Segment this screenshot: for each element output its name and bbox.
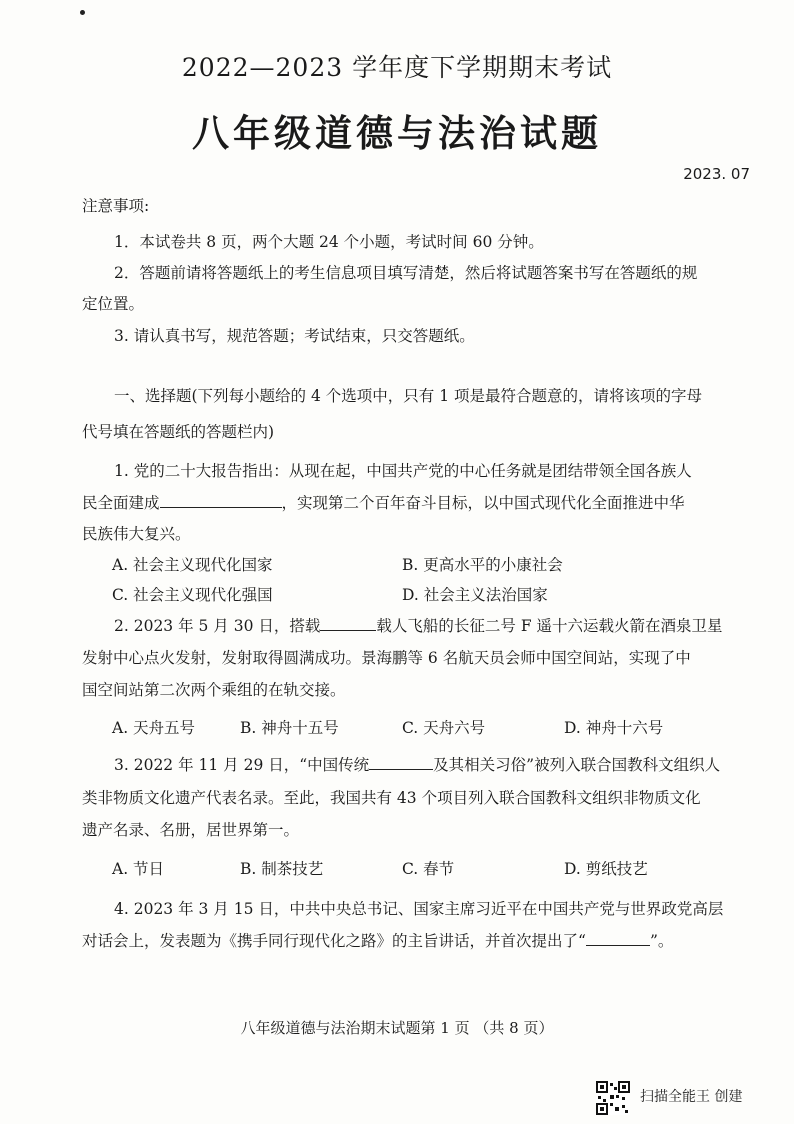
q3-option-c: C. 春节 <box>402 860 455 878</box>
notice-heading: 注意事项: <box>82 197 150 215</box>
notice-item-1: 1．本试卷共 8 页，两个大题 24 个小题，考试时间 60 分钟。 <box>114 233 544 251</box>
q2-text-a: 2. 2023 年 5 月 30 日，搭载 <box>114 617 321 635</box>
q2-option-c: C. 天舟六号 <box>402 719 486 737</box>
q1-option-c: C. 社会主义现代化强国 <box>112 586 273 604</box>
q2-option-a: A. 天舟五号 <box>112 719 196 737</box>
q3-blank <box>369 755 433 770</box>
q1-line3: 民族伟大复兴。 <box>82 525 191 543</box>
q2-line2: 发射中心点火发射，发射取得圆满成功。景海鹏等 6 名航天员会师中国空间站，实现了中 <box>82 649 691 667</box>
q2-text-b: 载人飞船的长征二号 F 遥十六运载火箭在酒泉卫星 <box>376 617 723 635</box>
section1-heading: 一、选择题(下列每小题给的 4 个选项中，只有 1 项是最符合题意的，请将该项的字母 <box>114 387 702 405</box>
q1-blank <box>160 493 282 508</box>
q3-line3: 遗产名录、名册，居世界第一。 <box>82 821 300 839</box>
q3-text-a: 3. 2022 年 11 月 29 日，“中国传统 <box>114 756 370 774</box>
q1-option-b: B. 更高水平的小康社会 <box>402 556 563 574</box>
q4-line1: 4. 2023 年 3 月 15 日，中共中央总书记、国家主席习近平在中国共产党与世界政党高层 <box>114 900 724 918</box>
q3-option-b: B. 制茶技艺 <box>240 860 324 878</box>
page-footer: 八年级道德与法治期末试题第 1 页 （共 8 页） <box>240 1019 554 1037</box>
q1-line1: 1. 党的二十大报告指出：从现在起，中国共产党的中心任务就是团结带领全国各族人 <box>114 462 692 480</box>
exam-title: 2022—2023 学年度下学期期末考试 <box>181 53 613 82</box>
q2-line3: 国空间站第二次两个乘组的在轨交接。 <box>82 681 346 699</box>
qr-code-icon <box>596 1081 630 1115</box>
q2-option-b: B. 神舟十五号 <box>240 719 339 737</box>
q1-text-b: ，实现第二个百年奋斗目标，以中国式现代化全面推进中华 <box>281 494 685 512</box>
q1-line2 <box>82 491 685 513</box>
q3-option-a: A. 节日 <box>112 860 165 878</box>
q4-text-a: 对话会上，发表题为《携手同行现代化之路》的主旨讲话，并首次提出了“ <box>82 932 586 950</box>
scanner-watermark: 扫描全能王 创建 <box>640 1089 743 1105</box>
notice-item-2: 2．答题前请将答题纸上的考生信息项目填写清楚，然后将试题答案书写在答题纸的规 <box>114 264 698 282</box>
q1-option-d: D. 社会主义法治国家 <box>402 586 548 604</box>
q1-option-a: A. 社会主义现代化国家 <box>112 556 273 574</box>
q4-text-b: ”。 <box>649 932 674 950</box>
notice-item-3: 3. 请认真书写，规范答题；考试结束，只交答题纸。 <box>114 327 475 345</box>
q4-blank <box>586 931 650 946</box>
notice-item-2-cont: 定位置。 <box>82 295 145 313</box>
q3-line2: 类非物质文化遗产代表名录。至此，我国共有 43 个项目列入联合国教科文组织非物质文化 <box>82 789 701 807</box>
exam-date: 2023. 07 <box>683 165 750 183</box>
q2-line1 <box>82 614 723 636</box>
q2-option-d: D. 神舟十六号 <box>564 719 664 737</box>
q3-line1 <box>82 753 720 775</box>
q1-text-a: 民全面建成 <box>82 494 160 512</box>
q2-blank <box>320 616 376 631</box>
q3-option-d: D. 剪纸技艺 <box>564 860 648 878</box>
exam-subject: 八年级道德与法治试题 <box>192 111 602 155</box>
exam-body <box>82 0 724 1000</box>
q4-line2 <box>82 929 673 951</box>
section1-heading-cont: 代号填在答题纸的答题栏内) <box>82 423 275 441</box>
q3-text-b: 及其相关习俗”被列入联合国教科文组织人 <box>433 756 721 774</box>
